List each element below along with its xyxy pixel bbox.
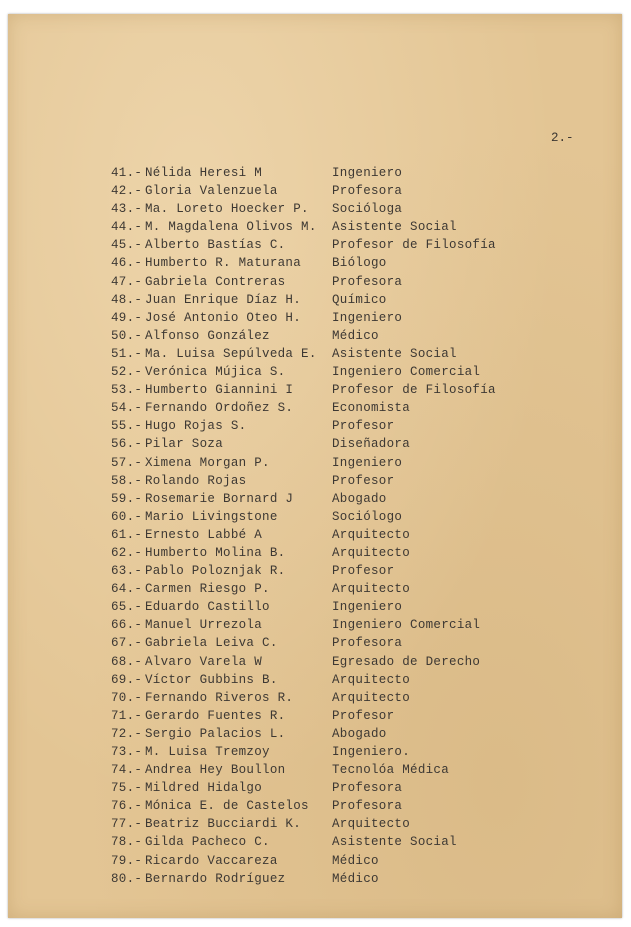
entry-name: Ximena Morgan P. <box>145 455 270 470</box>
entry-number: 74.- <box>111 763 143 778</box>
entry-number: 68.- <box>111 654 143 669</box>
list-item <box>111 833 457 851</box>
entry-number: 41.- <box>111 166 143 180</box>
entry-number: 70.- <box>111 690 143 705</box>
entry-name: Rosemarie Bornard J <box>145 491 294 506</box>
entry-number: 48.- <box>111 292 143 307</box>
entry-profession: Sociólogo <box>332 509 403 524</box>
entry-profession: Profesora <box>332 781 403 796</box>
entry-number: 77.- <box>111 817 143 832</box>
entry-number: 52.- <box>111 365 143 380</box>
list-item <box>111 273 403 291</box>
entry-number: 53.- <box>111 383 143 398</box>
list-item <box>111 725 387 743</box>
entry-number: 46.- <box>111 256 143 271</box>
entry-name: Ernesto Labbé A <box>145 527 263 542</box>
entry-profession: Egresado de Derecho <box>332 654 481 669</box>
list-item <box>111 852 379 870</box>
list-item <box>111 743 411 761</box>
list-item <box>111 634 403 652</box>
list-item <box>111 472 395 490</box>
entry-number: 65.- <box>111 600 143 615</box>
list-item <box>111 761 450 779</box>
entry-profession: Tecnolóa Médica <box>332 763 450 778</box>
list-item <box>111 309 403 327</box>
entry-profession: Profesor <box>332 564 395 579</box>
entry-name: Pablo Poloznjak R. <box>145 564 286 579</box>
entry-name: Humberto Giannini I <box>145 383 294 398</box>
entry-name: Rolando Rojas <box>145 473 247 488</box>
entry-profession: Médico <box>332 853 379 868</box>
entry-profession: Ingeniero <box>332 166 403 180</box>
entry-name: Alfonso González <box>145 328 270 343</box>
list-item <box>111 182 403 200</box>
entry-name: Víctor Gubbins B. <box>145 672 278 687</box>
entry-profession: Profesora <box>332 799 403 814</box>
list-item <box>111 870 379 888</box>
entry-profession: Profesor de Filosofía <box>332 238 496 253</box>
entry-number: 55.- <box>111 419 143 434</box>
entry-number: 61.- <box>111 527 143 542</box>
entry-profession: Arquitecto <box>332 545 411 560</box>
entry-name: Nélida Heresi M <box>145 166 263 180</box>
entry-name: Ma. Loreto Hoecker P. <box>145 202 309 217</box>
entry-profession: Asistente Social <box>332 346 457 361</box>
entry-profession: Profesora <box>332 184 403 199</box>
entry-profession: Asistente Social <box>332 835 457 850</box>
entry-profession: Arquitecto <box>332 817 411 832</box>
entry-name: Gilda Pacheco C. <box>145 835 270 850</box>
list-item <box>111 236 496 254</box>
entry-number: 42.- <box>111 184 143 199</box>
entry-profession: Profesora <box>332 274 403 289</box>
entry-profession: Ingeniero Comercial <box>332 365 481 380</box>
entry-name: M. Magdalena Olivos M. <box>145 220 317 235</box>
entry-number: 78.- <box>111 835 143 850</box>
entry-number: 69.- <box>111 672 143 687</box>
member-list <box>111 164 496 888</box>
entry-number: 73.- <box>111 745 143 759</box>
list-item <box>111 544 411 562</box>
document-page <box>8 14 622 918</box>
entry-name: Andrea Hey Boullon <box>145 763 286 778</box>
entry-name: Ma. Luisa Sepúlveda E. <box>145 346 317 361</box>
list-item <box>111 797 403 815</box>
entry-profession: Socióloga <box>332 202 403 217</box>
entry-name: Carmen Riesgo P. <box>145 582 270 597</box>
entry-profession: Químico <box>332 292 387 307</box>
entry-name: Gabriela Contreras <box>145 274 286 289</box>
entry-profession: Profesora <box>332 636 403 651</box>
entry-profession: Profesor <box>332 708 395 723</box>
entry-number: 51.- <box>111 346 143 361</box>
list-item <box>111 490 387 508</box>
list-item <box>111 653 481 671</box>
entry-number: 66.- <box>111 618 143 633</box>
entry-profession: Arquitecto <box>332 582 411 597</box>
list-item <box>111 562 395 580</box>
list-item <box>111 580 411 598</box>
entry-name: Sergio Palacios L. <box>145 726 286 741</box>
entry-profession: Arquitecto <box>332 690 411 705</box>
entry-number: 76.- <box>111 799 143 814</box>
entry-name: Eduardo Castillo <box>145 600 270 615</box>
list-item <box>111 671 411 689</box>
entry-profession: Profesor de Filosofía <box>332 383 496 398</box>
entry-number: 60.- <box>111 509 143 524</box>
entry-number: 54.- <box>111 401 143 416</box>
entry-name: Humberto R. Maturana <box>145 256 302 271</box>
entry-profession: Profesor <box>332 473 395 488</box>
entry-name: Gloria Valenzuela <box>145 184 278 199</box>
entry-profession: Abogado <box>332 726 387 741</box>
entry-name: Alberto Bastías C. <box>145 238 286 253</box>
entry-number: 67.- <box>111 636 143 651</box>
entry-name: Pilar Soza <box>145 437 224 452</box>
entry-profession: Diseñadora <box>332 437 411 452</box>
entry-name: Gerardo Fuentes R. <box>145 708 286 723</box>
entry-name: José Antonio Oteo H. <box>145 310 302 325</box>
entry-number: 58.- <box>111 473 143 488</box>
entry-profession: Asistente Social <box>332 220 457 235</box>
entry-profession: Médico <box>332 871 379 886</box>
list-item <box>111 598 403 616</box>
entry-profession: Ingeniero <box>332 310 403 325</box>
entry-profession: Ingeniero <box>332 455 403 470</box>
entry-name: Mildred Hidalgo <box>145 781 263 796</box>
list-item <box>111 381 496 399</box>
entry-name: Mario Livingstone <box>145 509 278 524</box>
entry-number: 79.- <box>111 853 143 868</box>
list-item <box>111 345 457 363</box>
list-item <box>111 164 403 182</box>
entry-profession: Ingeniero. <box>332 745 411 759</box>
entry-number: 43.- <box>111 202 143 217</box>
list-item <box>111 363 481 381</box>
entry-name: Alvaro Varela W <box>145 654 263 669</box>
entry-profession: Médico <box>332 328 379 343</box>
entry-profession: Biólogo <box>332 256 387 271</box>
list-item <box>111 291 387 309</box>
entry-number: 72.- <box>111 726 143 741</box>
list-item <box>111 218 457 236</box>
entry-number: 47.- <box>111 274 143 289</box>
list-item <box>111 815 411 833</box>
entry-number: 50.- <box>111 328 143 343</box>
list-item <box>111 707 395 725</box>
entry-number: 56.- <box>111 437 143 452</box>
entry-name: Ricardo Vaccareza <box>145 853 278 868</box>
entry-name: Gabriela Leiva C. <box>145 636 278 651</box>
list-item <box>111 616 481 634</box>
entry-number: 75.- <box>111 781 143 796</box>
entry-profession: Arquitecto <box>332 672 411 687</box>
entry-number: 80.- <box>111 871 143 886</box>
list-item <box>111 200 403 218</box>
entry-number: 45.- <box>111 238 143 253</box>
list-item <box>111 689 411 707</box>
entry-name: Bernardo Rodríguez <box>145 871 286 886</box>
entry-name: Fernando Ordoñez S. <box>145 401 294 416</box>
list-item <box>111 508 403 526</box>
list-item <box>111 254 387 272</box>
entry-name: Humberto Molina B. <box>145 545 286 560</box>
entry-number: 59.- <box>111 491 143 506</box>
entry-name: Manuel Urrezola <box>145 618 263 633</box>
entry-number: 71.- <box>111 708 143 723</box>
entry-number: 44.- <box>111 220 143 235</box>
entry-name: Mónica E. de Castelos <box>145 799 309 814</box>
list-item <box>111 454 403 472</box>
entry-profession: Ingeniero Comercial <box>332 618 481 633</box>
entry-number: 63.- <box>111 564 143 579</box>
entry-profession: Arquitecto <box>332 527 411 542</box>
entry-name: Fernando Riveros R. <box>145 690 294 705</box>
entry-name: Hugo Rojas S. <box>145 419 247 434</box>
list-item <box>111 327 379 345</box>
entry-name: Verónica Mújica S. <box>145 365 286 380</box>
entry-profession: Economista <box>332 401 411 416</box>
page-number: 2.- <box>551 131 574 145</box>
list-item <box>111 526 411 544</box>
list-item <box>111 435 411 453</box>
list-item <box>111 779 403 797</box>
entry-number: 64.- <box>111 582 143 597</box>
entry-name: M. Luisa Tremzoy <box>145 745 270 759</box>
entry-profession: Ingeniero <box>332 600 403 615</box>
entry-profession: Abogado <box>332 491 387 506</box>
list-item <box>111 399 411 417</box>
entry-number: 57.- <box>111 455 143 470</box>
entry-number: 62.- <box>111 545 143 560</box>
entry-name: Juan Enrique Díaz H. <box>145 292 302 307</box>
list-item <box>111 417 395 435</box>
entry-name: Beatriz Bucciardi K. <box>145 817 302 832</box>
entry-profession: Profesor <box>332 419 395 434</box>
entry-number: 49.- <box>111 310 143 325</box>
